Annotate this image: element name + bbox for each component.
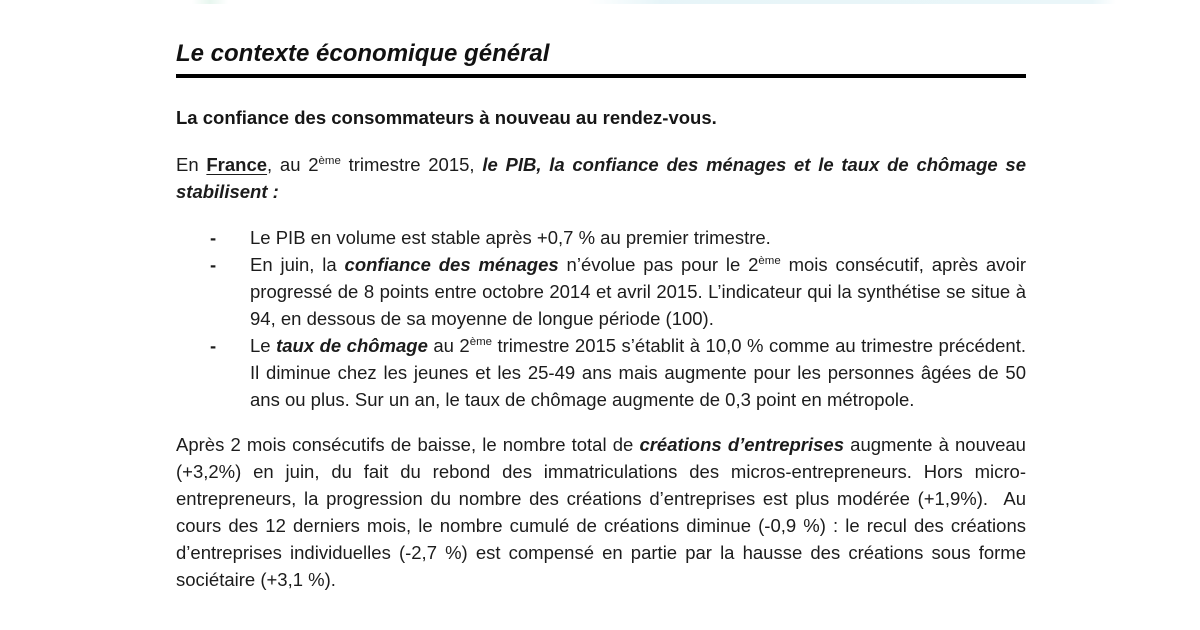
lead-heading: La confiance des consommateurs à nouveau au rendez-vous. — [176, 107, 717, 128]
cropped-header-remnant — [0, 0, 1200, 4]
bullet-text-chomage: Le taux de chômage au 2ème trimestre 2015 s’établit à 10,0 % comme au trimestre précédent. Il diminue chez les jeunes et les 25-49 ans mais augmente pour les personnes âgées de 50 ans ou plus. Sur un an, le taux de chômage augmente de 0,3 point en métropole. — [250, 334, 1026, 410]
bullet-list — [176, 224, 1026, 413]
document-body — [176, 40, 1026, 611]
bullet-dash-icon: - — [210, 226, 217, 248]
intro-paragraph: En France, au 2ème trimestre 2015, le PIB, la confiance des ménages et le taux de chômage se stabilisent : — [176, 154, 1026, 202]
bullet-dash-icon: - — [210, 253, 217, 275]
list-item — [176, 251, 1026, 332]
bullet-dash-icon: - — [210, 334, 217, 356]
list-item — [176, 332, 1026, 413]
closing-paragraph: Après 2 mois consécutifs de baisse, le nombre total de créations d’entreprises augmente à nouveau (+3,2%) en juin, du fait du rebond des immatriculations des micros-entrepreneurs. Hors micro-entrepreneurs, la progression du nombre des créations d’entreprises est plus modérée (+1,9%). Au cours des 12 derniers mois, le nombre cumulé de créations diminue (-0,9 %) : le recul des créations d’entreprises individuelles (-2,7 %) est compensé en partie par la hausse des créations sous forme sociétaire (+3,1 %). — [176, 433, 1026, 590]
section-title: Le contexte économique général — [176, 40, 1026, 78]
bullet-text-pib: Le PIB en volume est stable après +0,7 % au premier trimestre. — [250, 226, 771, 248]
list-item — [176, 224, 1026, 251]
bullet-text-confiance: En juin, la confiance des ménages n’évolue pas pour le 2ème mois consécutif, après avoir progressé de 8 points entre octobre 2014 et avril 2015. L’indicateur qui la synthétise se situe à 94, en dessous de sa moyenne de longue période (100). — [250, 253, 1026, 329]
